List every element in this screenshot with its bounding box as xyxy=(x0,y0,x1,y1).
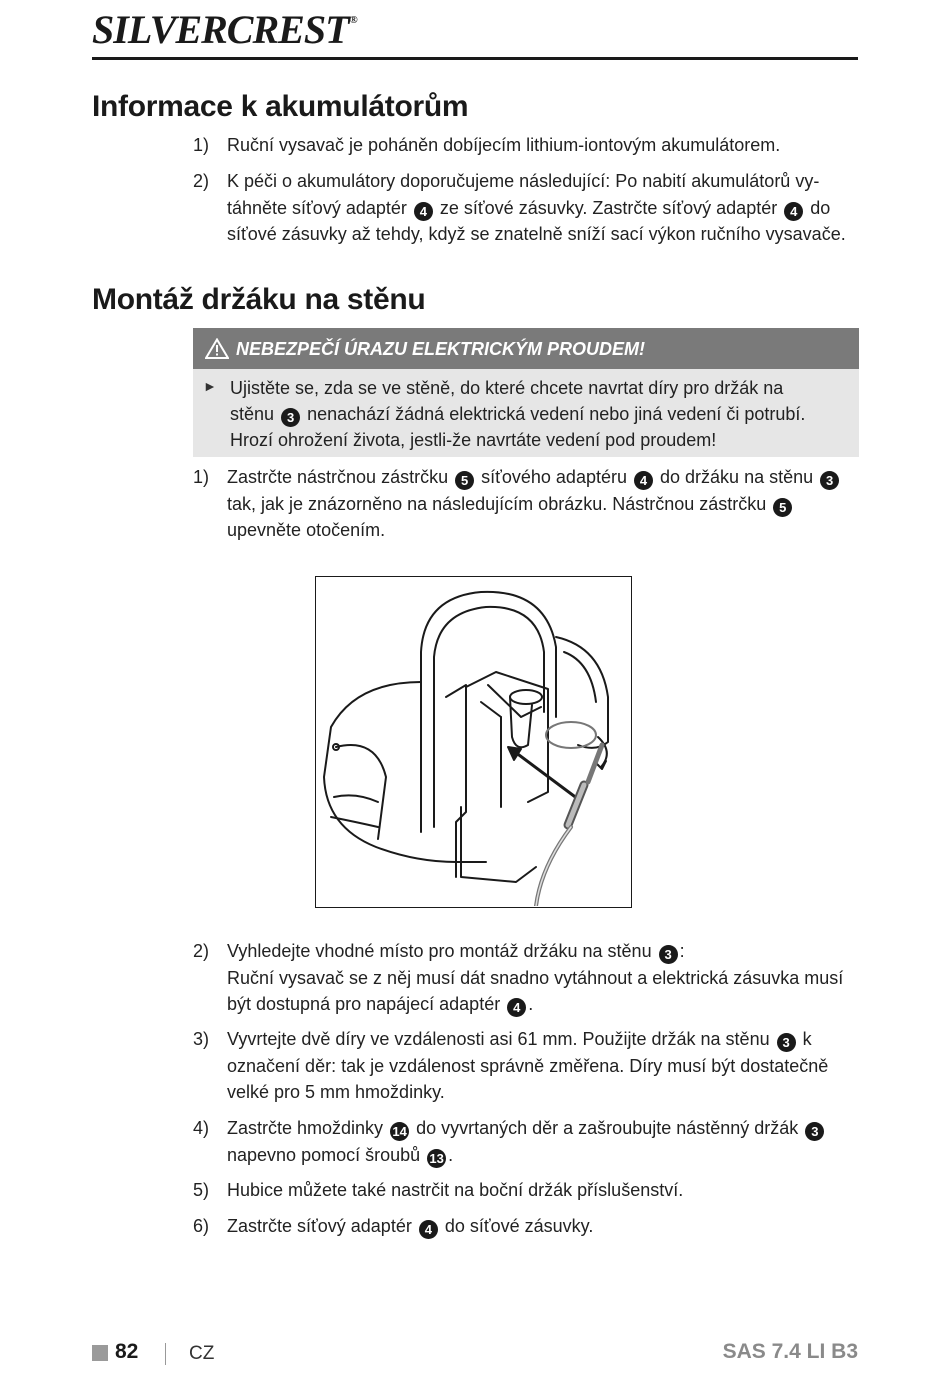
language-code: CZ xyxy=(189,1343,215,1364)
bullet-arrow-icon: ► xyxy=(203,378,217,394)
section-title-battery: Informace k akumulátorům xyxy=(92,90,469,123)
list-item: 5) Hubice můžete také nastrčit na boční držák příslušenství. xyxy=(193,1180,684,1200)
callout-badge: 3 xyxy=(659,945,678,964)
callout-badge: 3 xyxy=(805,1122,824,1141)
callout-badge: 4 xyxy=(414,202,433,221)
footer-square-icon xyxy=(92,1345,108,1361)
warning-header xyxy=(193,328,859,369)
list-item: 3) Vyvrtejte dvě díry ve vzdálenosti asi 61 mm. Použijte držák na stěnu 3 k označení děr: tak je vzdálenost správně změřena. Díry musí být dostatečně velké pro 5 mm hmoždinky. xyxy=(193,1029,829,1102)
list-item: 6) Zastrčte síťový adaptér 4 do síťové zásuvky. xyxy=(193,1216,594,1237)
warning-title: NEBEZPEČÍ ÚRAZU ELEKTRICKÝM PROUDEM! xyxy=(236,339,646,359)
footer-divider xyxy=(165,1343,166,1365)
model-name: SAS 7.4 LI B3 xyxy=(722,1340,858,1363)
callout-badge: 3 xyxy=(777,1033,796,1052)
callout-badge: 13 xyxy=(427,1149,446,1168)
brand-logo: SILVERCREST® xyxy=(92,7,357,52)
page-number: 82 xyxy=(115,1340,139,1363)
warning-triangle-icon xyxy=(205,338,229,359)
callout-badge: 5 xyxy=(455,471,474,490)
section-title-mounting: Montáž držáku na stěnu xyxy=(92,283,426,316)
callout-badge: 14 xyxy=(390,1122,409,1141)
callout-badge: 4 xyxy=(419,1220,438,1239)
callout-badge: 5 xyxy=(773,498,792,517)
list-item: 1) Ruční vysavač je poháněn dobíjecím lithium-iontovým akumulátorem. xyxy=(193,135,781,155)
warning-body: ► Ujistěte se, zda se ve stěně, do které chcete navrtat díry pro držák na stěnu 3 nenachází žádná elektrická vedení nebo jiná vedení či potrubí. Hrozí ohrožení života, jestli-že navrtáte vedení pod proudem! xyxy=(193,369,859,457)
callout-badge: 4 xyxy=(507,998,526,1017)
callout-badge: 4 xyxy=(634,471,653,490)
callout-badge: 3 xyxy=(820,471,839,490)
list-item: 2) K péči o akumulátory doporučujeme následující: Po nabití akumulátorů vy- táhněte síťový adaptér 4 ze síťové zásuvky. Zastrčte síťový adaptér 4 do síťové zásuvky až tehdy, když se znatelně sníží sací výkon ručního vysavače. xyxy=(193,171,846,244)
header-rule xyxy=(92,57,858,60)
list-item: 1) Zastrčte nástrčnou zástrčku 5 síťového adaptéru 4 do držáku na stěnu 3 tak, jak je znázorněno na následujícím obrázku. Nástrčnou zástrčku 5 upevněte otočením. xyxy=(193,464,863,544)
list-item: 4) Zastrčte hmoždinky 14 do vyvrtaných děr a zašroubujte nástěnný držák 3 napevno pomocí šroubů 13 . xyxy=(193,1115,863,1168)
callout-badge: 4 xyxy=(784,202,803,221)
callout-badge: 3 xyxy=(281,408,300,427)
wall-mount-illustration xyxy=(315,576,632,908)
list-item: 2) Vyhledejte vhodné místo pro montáž držáku na stěnu 3 : Ruční vysavač se z něj musí dát snadno vytáhnout a elektrická zásuvka musí být dostupná pro napájecí adaptér 4 . xyxy=(193,941,844,1015)
